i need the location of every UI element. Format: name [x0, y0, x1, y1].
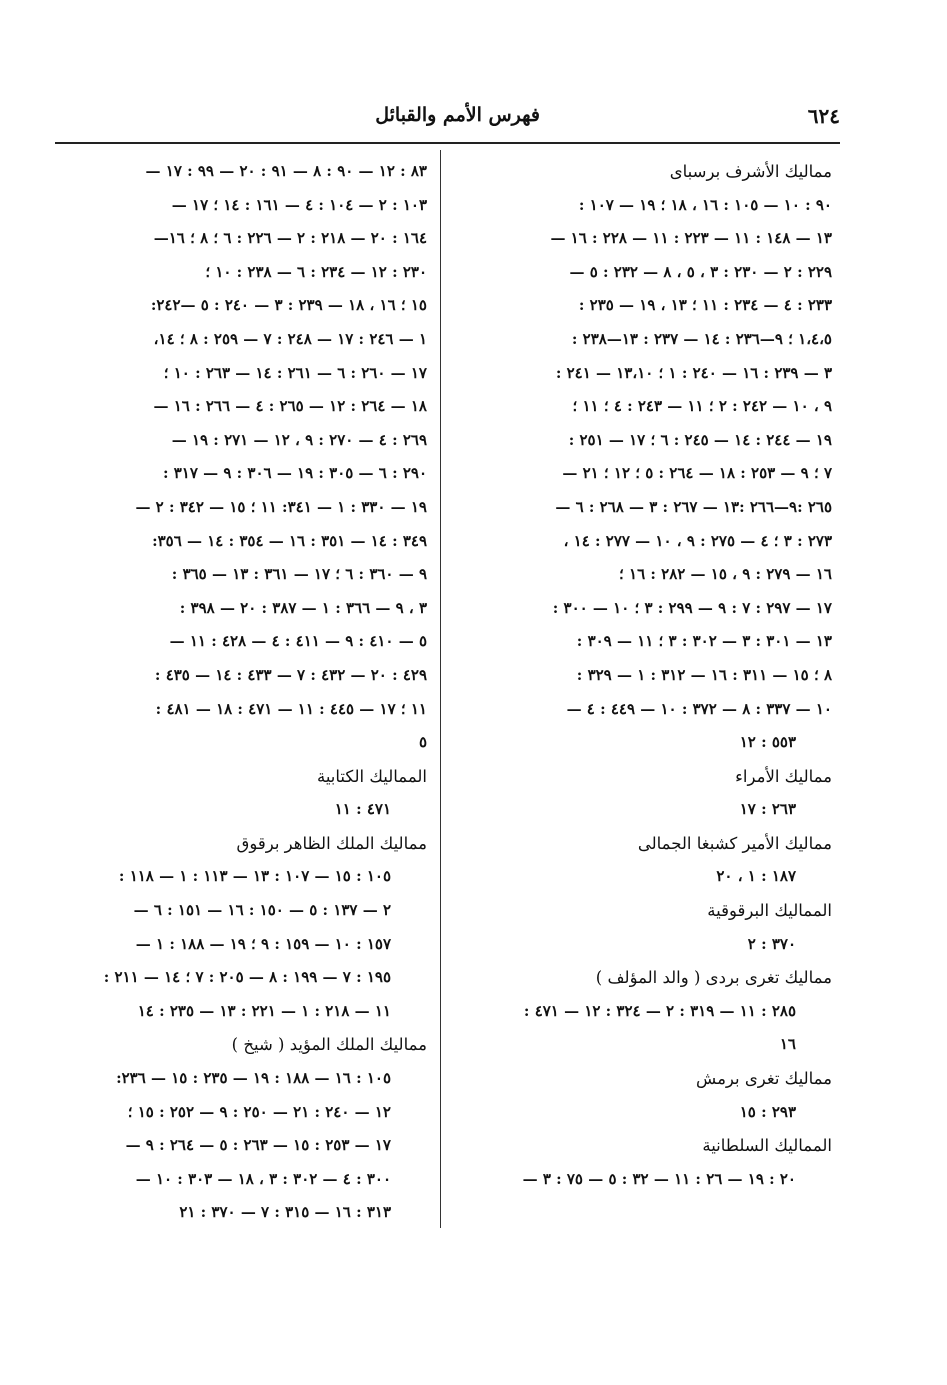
index-line: ٥ — ٤١٠ : ٩ — ٤١١ : ٤ — ٤٢٨ : ١١ — — [169, 632, 427, 651]
index-line: ٢٨٥ : ١١ — ٣١٩ : ٢ — ٣٢٤ : ١٢ — ٤٧١ : — [523, 1001, 796, 1020]
index-line: ٢٧٣ : ٣ ؛ ٤ — ٢٧٥ : ٩ ، ١٠ — ٢٧٧ : ١٤ ، — [563, 531, 832, 550]
index-line: ١٨٧ : ١ ، ٢٠ — [716, 867, 796, 886]
index-line: ٣ — ٢٣٩ : ١٦ — ٢٤٠ : ١ ؛ ١٣،١٠ — ٢٤١ : — [555, 363, 832, 382]
index-line: ١٠٥ : ١٦ — ١٨٨ : ١٩ — ٢٣٥ : ١٥ — ٢٣٦: — [116, 1069, 391, 1088]
index-line: ١٠ — ٣٣٧ : ٨ — ٣٧٢ : ١٠ — ٤٤٩ : ٤ — — [566, 699, 832, 718]
left-column — [57, 155, 427, 1230]
index-line: ١٥٧ : ١٠ — ١٥٩ : ٩ ؛ ١٩ — ١٨٨ : ١ — — [135, 934, 391, 953]
index-line: ٢٠ : ١٩ — ٢٦ : ١١ — ٣٢ : ٥ — ٧٥ : ٣ — — [522, 1169, 796, 1188]
index-line: ١٩ — ٣٣٠ : ١ — ٣٤١: ١١ ؛ ١٥ — ٣٤٢ : ٢ — — [135, 497, 427, 516]
index-line: ١٩ — ٢٤٤ : ١٤ — ٢٤٥ : ٦ ؛ ١٧ — ٢٥١ : — [568, 430, 832, 449]
index-line: ٢٣٣ : ٤ — ٢٣٤ : ١١ ؛ ١٣ ، ١٩ — ٢٣٥ : — [578, 296, 832, 315]
index-heading: مماليك الأمير كشبغا الجمالى — [637, 833, 832, 853]
index-line: ٩ — ٣٦٠ : ٦ ؛ ١٧ — ٣٦١ : ١٣ — ٣٦٥ : — [171, 565, 427, 584]
index-line: ٢٢٩ : ٢ — ٢٣٠ : ٣ ، ٥ ، ٨ — ٢٣٢ : ٥ — — [569, 262, 832, 281]
index-line: ٢٦٥ :٩—٢٦٦ :١٣ — ٢٦٧ : ٣ — ٢٦٨ : ٦ — — [555, 497, 832, 516]
index-line: ٢٣٠ : ١٢ — ٢٣٤ : ٦ — ٢٣٨ : ١٠ ؛ — [205, 262, 427, 281]
index-line: ٩٠ : ١٠ — ١٠٥ : ١٦ ، ١٨ ؛ ١٩ — ١٠٧ : — [578, 195, 832, 214]
index-line: ٥ — [418, 733, 427, 752]
index-line: ٩ ، ١٠ — ٢٤٢ : ٢ ؛ ١١ — ٢٤٣ : ٤ ؛ ١١ ؛ — [572, 397, 832, 416]
index-line: ١٧ — ٢٥٣ : ١٥ — ٢٦٣ : ٥ — ٢٦٤ : ٩ — — [125, 1136, 391, 1155]
index-heading: مماليك الأمراء — [735, 766, 832, 786]
index-line: ١٢ — ٢٤٠ : ٢١ — ٢٥٠ : ٩ — ٢٥٢ : ١٥ ؛ — [127, 1102, 391, 1121]
index-line: ٢٦٩ : ٤ — ٢٧٠ : ٩ ، ١٢ — ٢٧١ : ١٩ — — [171, 430, 427, 449]
index-heading: المماليك الكتابية — [316, 766, 427, 786]
index-line: ٣٤٩ : ١٤ — ٣٥١ : ١٦ — ٣٥٤ : ١٤ — ٣٥٦: — [152, 531, 427, 550]
index-line: ٢ — ١٣٧ : ٥ — ١٥٠ : ١٦ — ١٥١ : ٦ — — [133, 901, 391, 920]
index-line: ١١ ؛ ١٧ — ٤٤٥ : ١١ — ٤٧١ : ١٨ — ٤٨١ : — [155, 699, 427, 718]
index-line: ٣٠٠ : ٤ — ٣٠٢ : ٣ ، ١٨ — ٣٠٣ : ١٠ — — [135, 1169, 391, 1188]
index-line: ٤٢٩ : ٢٠ — ٤٣٢ : ٧ — ٤٣٣ : ١٤ — ٤٣٥ : — [154, 665, 427, 684]
index-heading: مماليك تغرى برمش — [696, 1069, 832, 1089]
index-line: ٣١٣ : ١٦ — ٣١٥ : ٧ — ٣٧٠ : ٢١ — [179, 1203, 391, 1222]
index-line: ١٠٣ : ٢ — ١٠٤ : ٤ — ١٦١ : ١٤ ؛ ١٧ — — [171, 195, 427, 214]
index-line: ١٠٥ : ١٥ — ١٠٧ : ١٣ — ١١٣ : ١ — ١١٨ : — [118, 867, 391, 886]
index-line: ٨ ؛ ١٥ — ٣١١ : ١٦ — ٣١٢ : ١ — ٣٢٩ : — [576, 665, 832, 684]
index-line: ١٧ — ٢٩٧ : ٧ : ٩ — ٢٩٩ : ٣ ؛ ١٠ — ٣٠٠ : — [552, 598, 832, 617]
right-column — [472, 155, 832, 1196]
index-line: ١٧ — ٢٦٠ : ٦ — ٢٦١ : ١٤ — ٢٦٣ : ١٠ ؛ — [163, 363, 427, 382]
index-line: ١ — ٢٤٦ : ١٧ — ٢٤٨ : ٧ — ٢٥٩ : ٨ ؛ ١٤، — [153, 329, 427, 348]
index-heading: مماليك الملك الظاهر برقوق — [236, 833, 427, 853]
index-line: ٨٣ : ١٢ — ٩٠ : ٨ — ٩١ : ٢٠ — ٩٩ : ١٧ — — [145, 162, 427, 180]
header-rule — [55, 142, 840, 144]
index-line: ١٥ ؛ ١٦ ، ١٨ — ٢٣٩ : ٣ — ٢٤٠ : ٥ —٢٤٢: — [150, 296, 427, 315]
index-line: ١٦٤ : ٢٠ — ٢١٨ : ٢ — ٢٢٦ : ٦ ؛ ٨ ؛ ١٦— — [153, 229, 427, 248]
index-line: ١١ — ٢١٨ : ١ — ٢٢١ : ١٣ — ٢٣٥ : ١٤ — [137, 1001, 391, 1020]
index-line: ٢٦٣ : ١٧ — [739, 800, 796, 819]
index-line: ١٩٥ : ٧ — ١٩٩ : ٨ — ٢٠٥ : ٧ ؛ ١٤ — ٢١١ : — [103, 968, 391, 987]
index-heading: مماليك تغرى بردى ( والد المؤلف ) — [595, 968, 832, 988]
index-line: ١٦ — [779, 1035, 796, 1054]
index-line: ٢٩٣ : ١٥ — [739, 1102, 796, 1121]
index-line: ٤٧١ : ١١ — [334, 800, 391, 819]
index-line: ١٨ — ٢٦٤ : ١٢ — ٢٦٥ : ٤ — ٢٦٦ : ١٦ — — [153, 397, 427, 416]
page-header — [320, 104, 840, 140]
index-line: ١٦ — ٢٧٩ : ٩ ، ١٥ — ٢٨٢ : ١٦ ؛ — [619, 565, 832, 584]
index-heading: مماليك الأشرف برسباى — [669, 162, 832, 181]
page-title: فهرس الأمم والقبائل — [375, 104, 540, 126]
index-line: ١٣ — ٣٠١ : ٣ — ٣٠٢ : ٣ ؛ ١١ — ٣٠٩ : — [576, 632, 832, 651]
column-divider — [440, 150, 441, 1228]
index-line: ٣ ، ٩ — ٣٦٦ : ١ — ٣٨٧ : ٢٠ — ٣٩٨ : — [179, 598, 427, 617]
index-heading: مماليك الملك المؤيد ( شيخ ) — [231, 1035, 427, 1055]
index-line: ٢٩٠ : ٦ — ٣٠٥ : ١٩ — ٣٠٦ : ٩ — ٣١٧ : — [162, 464, 427, 483]
index-heading: المماليك البرقوقية — [707, 901, 832, 921]
index-line: ١،٤،٥ ؛ ٩—٢٣٦ : ١٤ — ٢٣٧ : ١٣—٢٣٨ : — [571, 329, 832, 348]
page-number: ٦٢٤ — [807, 104, 840, 128]
index-line: ١٣ — ١٤٨ : ١١ — ٢٢٣ : ١١ — ٢٢٨ : ١٦ — — [550, 229, 832, 248]
index-line: ٣٧٠ : ٢ — [747, 934, 796, 953]
index-heading: المماليك السلطانية — [702, 1136, 832, 1156]
index-line: ٥٥٣ : ١٢ — [739, 733, 796, 752]
index-line: ٧ ؛ ٩ — ٢٥٣ : ١٨ — ٢٦٤ : ٥ ؛ ١٢ ؛ ٢١ — — [562, 464, 832, 483]
